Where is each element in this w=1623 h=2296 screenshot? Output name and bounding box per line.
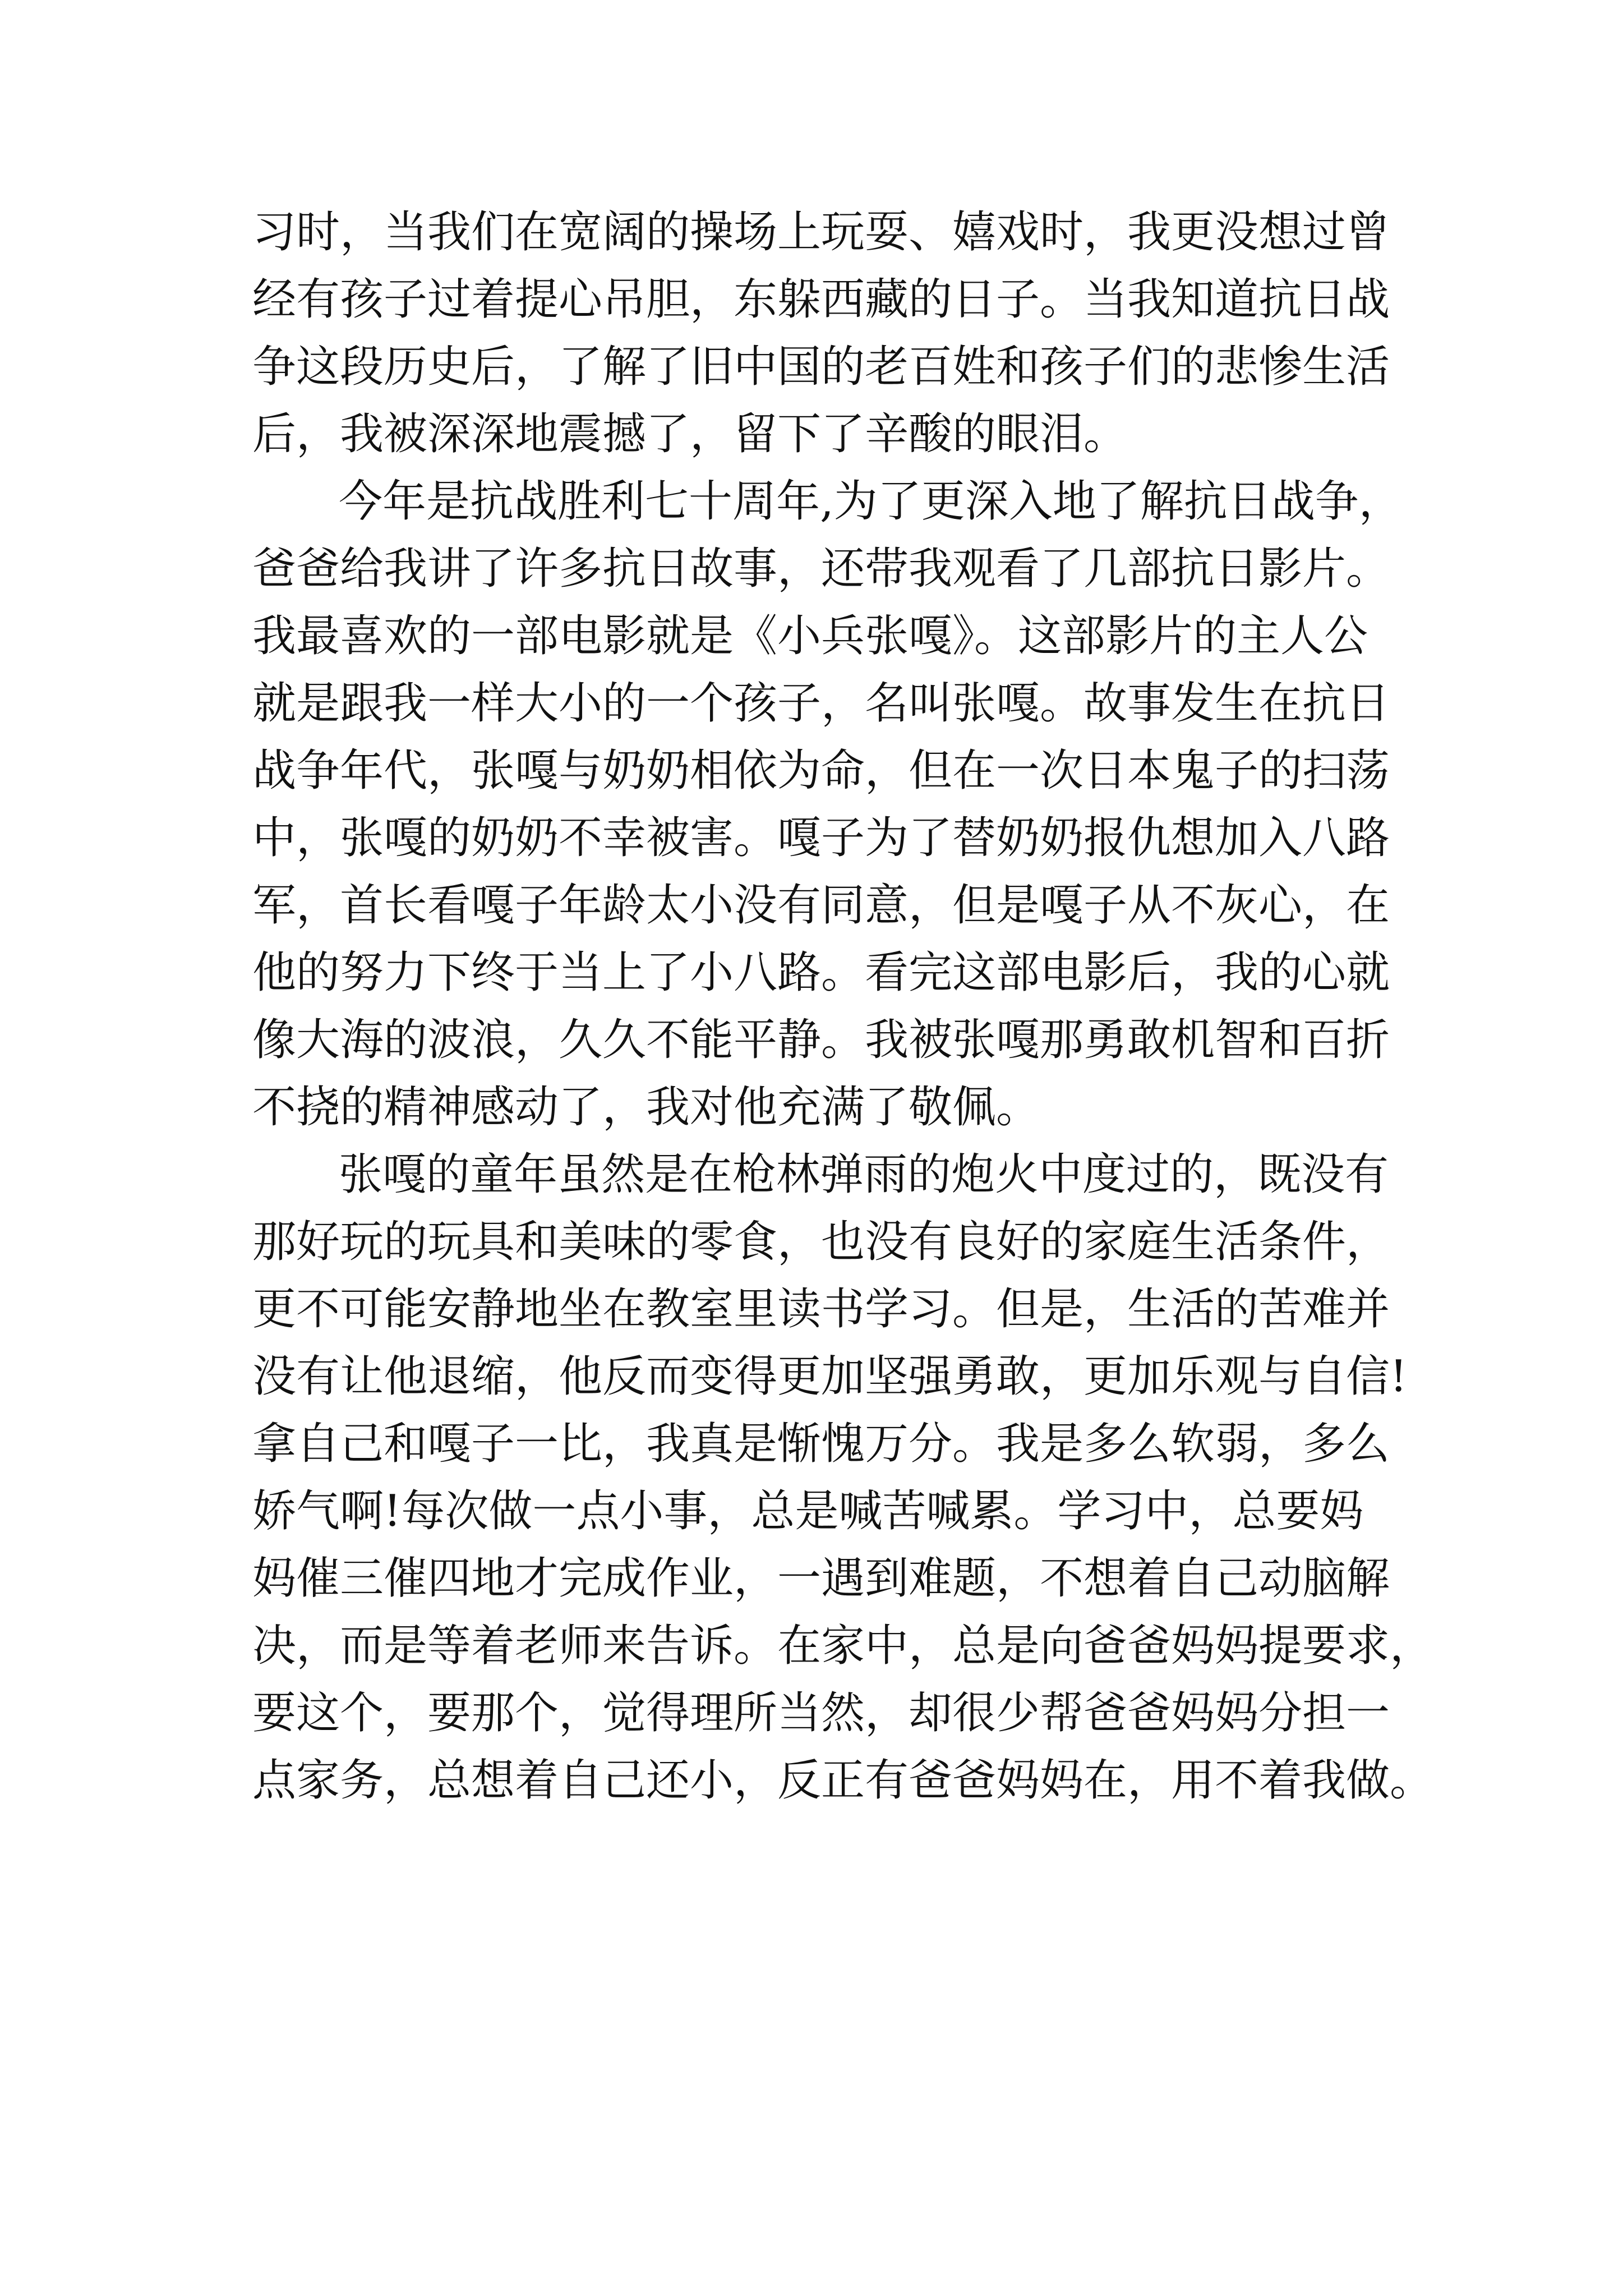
text-line: 妈催三催四地才完成作业，一遇到难题，不想着自己动脑解 xyxy=(252,1553,1390,1604)
text-line: 决，而是等着老师来告诉。在家中，总是向爸爸妈妈提要求， xyxy=(252,1621,1434,1671)
text-line: 军，首长看嘎子年龄太小没有同意，但是嘎子从不灰心，在 xyxy=(252,880,1390,931)
text-line: 点家务，总想着自己还小，反正有爸爸妈妈在，用不着我做。 xyxy=(252,1755,1434,1806)
text-line: 争这段历史后，了解了旧中国的老百姓和孩子们的悲惨生活 xyxy=(252,342,1390,392)
text-line: 要这个，要那个，觉得理所当然，却很少帮爸爸妈妈分担一 xyxy=(252,1688,1390,1738)
text-line: 爸爸给我讲了许多抗日故事，还带我观看了几部抗日影片。 xyxy=(252,544,1390,594)
text-line: 战争年代，张嘎与奶奶相依为命，但在一次日本鬼子的扫荡 xyxy=(252,746,1390,796)
text-line: 就是跟我一样大小的一个孩子，名叫张嘎。故事发生在抗日 xyxy=(252,678,1390,729)
text-line: 娇气啊!每次做一点小事，总是喊苦喊累。学习中，总要妈 xyxy=(252,1486,1364,1536)
text-line: 我最喜欢的一部电影就是《小兵张嘎》。这部影片的主人公 xyxy=(252,611,1368,661)
text-line: 那好玩的玩具和美味的零食，也没有良好的家庭生活条件， xyxy=(252,1217,1390,1267)
text-line: 中，张嘎的奶奶不幸被害。嘎子为了替奶奶报仇想加入八路 xyxy=(252,813,1390,863)
text-line: 经有孩子过着提心吊胆，东躲西藏的日子。当我知道抗日战 xyxy=(252,274,1390,325)
text-line: 没有让他退缩，他反而变得更加坚强勇敢，更加乐观与自信! xyxy=(252,1351,1408,1402)
text-line: 不挠的精神感动了，我对他充满了敬佩。 xyxy=(252,1082,1040,1133)
paragraph-first-line: 今年是抗战胜利七十周年,为了更深入地了解抗日战争， xyxy=(339,476,1403,527)
text-line: 更不可能安静地坐在教室里读书学习。但是，生活的苦难并 xyxy=(252,1284,1390,1335)
text-line: 拿自己和嘎子一比，我真是惭愧万分。我是多么软弱，多么 xyxy=(252,1419,1390,1469)
text-line: 他的努力下终于当上了小八路。看完这部电影后，我的心就 xyxy=(252,947,1390,998)
text-line: 后，我被深深地震撼了，留下了辛酸的眼泪。 xyxy=(252,409,1128,459)
text-line: 像大海的波浪，久久不能平静。我被张嘎那勇敢机智和百折 xyxy=(252,1015,1390,1065)
text-line: 习时，当我们在宽阔的操场上玩耍、嬉戏时，我更没想过曾 xyxy=(252,207,1390,257)
paragraph-first-line: 张嘎的童年虽然是在枪林弹雨的炮火中度过的，既没有 xyxy=(339,1149,1389,1200)
